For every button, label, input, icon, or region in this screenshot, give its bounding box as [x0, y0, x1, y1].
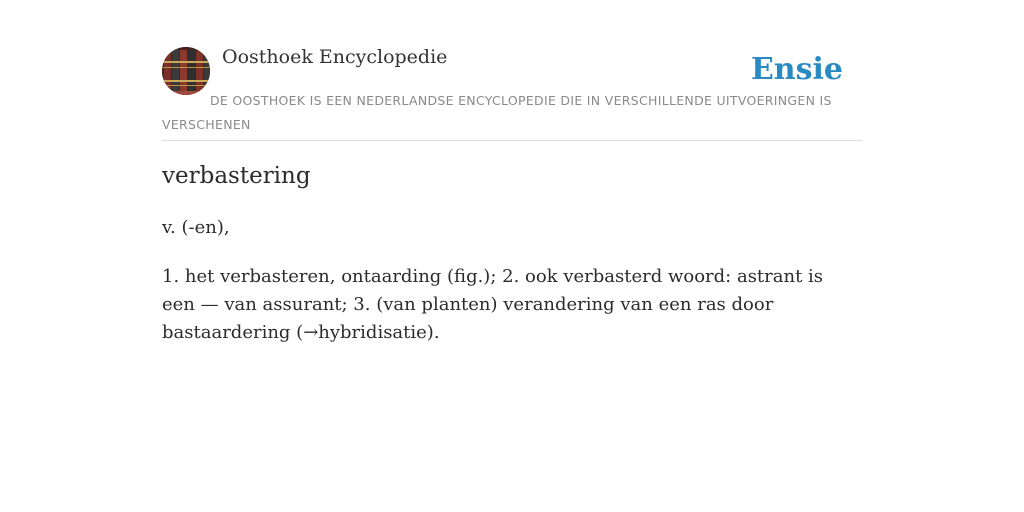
page-container — [162, 0, 862, 343]
entry-definition: 1. het verbasteren, ontaarding (fig.); 2. ook verbasterd woord: astrant is een — van assurant; 3. (van planten) verandering van een ras door bastaardering (→hybridisatie). — [162, 266, 824, 343]
site-header — [162, 0, 862, 141]
site-avatar[interactable] — [162, 47, 210, 95]
entry-grammar: v. (-en), — [162, 217, 230, 238]
book-spines-icon — [162, 47, 210, 95]
site-name[interactable]: Oosthoek Encyclopedie — [222, 46, 448, 68]
brand-logo-link[interactable]: Ensie — [750, 52, 843, 87]
entry-title: verbastering — [162, 163, 311, 189]
site-tagline: DE OOSTHOEK IS EEN NEDERLANDSE ENCYCLOPEDIE DIE IN VERSCHILLENDE UITVOERINGEN IS VERSCHENEN — [162, 93, 832, 132]
